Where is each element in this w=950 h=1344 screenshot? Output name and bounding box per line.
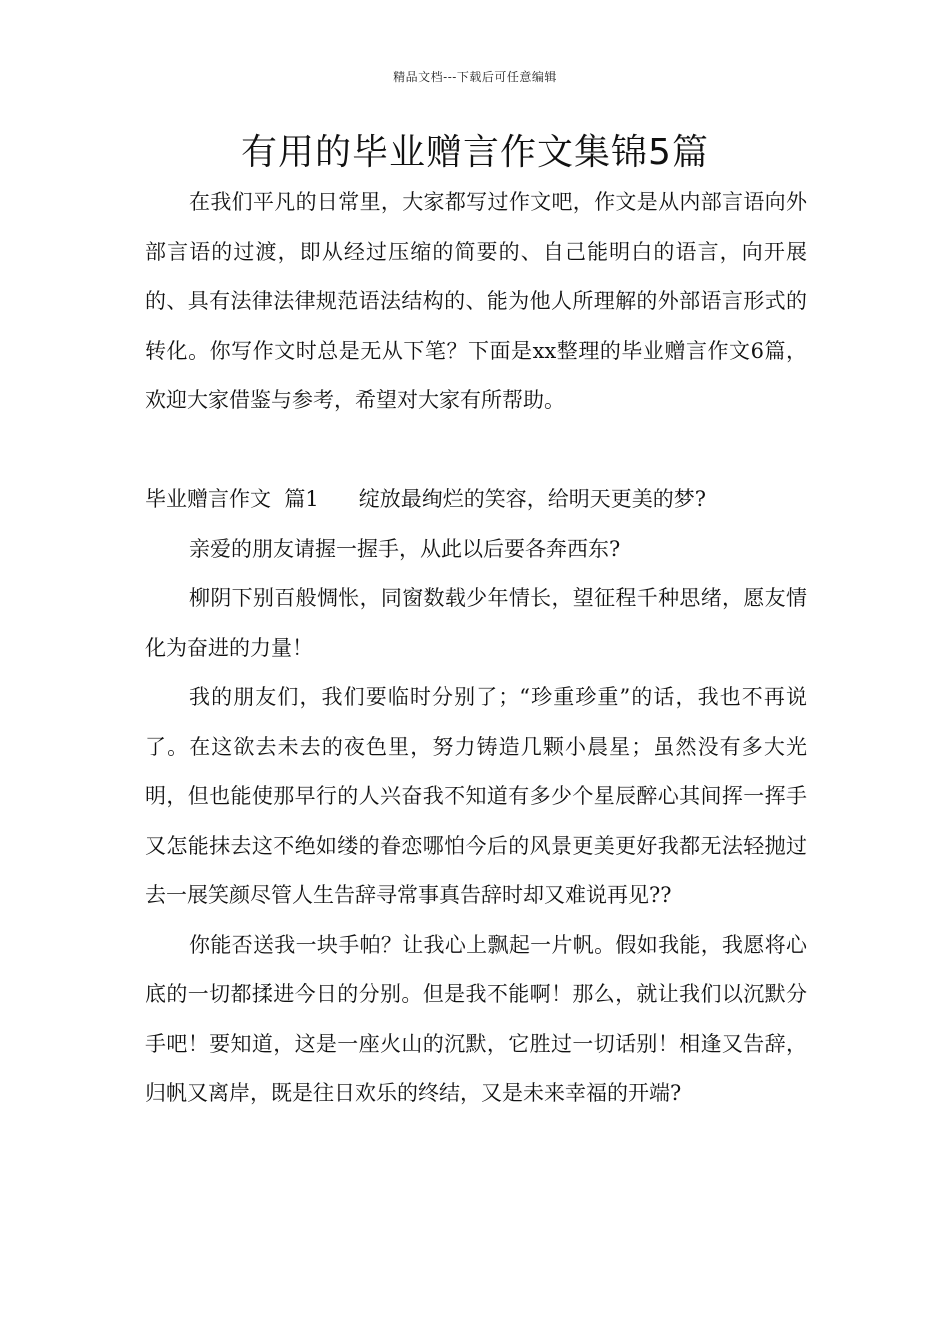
paragraph-spacer <box>145 426 807 476</box>
running-header: 精品文档---下载后可任意编辑 <box>393 70 557 84</box>
section-heading: 毕业赠言作文 篇1 绽放最绚烂的笑容，给明天更美的梦? <box>145 487 707 511</box>
body-paragraph: 我的朋友们，我们要临时分别了；“珍重珍重”的话，我也不再说了。在这欲去未去的夜色里，努力铸造几颗小晨星；虽然没有多大光明，但也能使那早行的人兴奋我不知道有多少个星辰醉心其间挥一挥手又怎能抹去这不绝如缕的眷恋哪怕今后的风景更美更好我都无法轻抛过去一展笑颜尽管人生告辞寻常事真告辞时却又难说再见?? <box>145 685 807 907</box>
body-paragraph: 柳阴下别百般惆怅，同窗数载少年情长，望征程千种思绪，愿友情化为奋进的力量！ <box>145 586 807 660</box>
body-paragraph: 亲爱的朋友请握一握手，从此以后要各奔西东? <box>189 536 621 561</box>
document-body <box>145 178 807 1119</box>
intro-paragraph: 在我们平凡的日常里，大家都写过作文吧，作文是从内部言语向外部言语的过渡，即从经过压缩的简要的、自己能明白的语言，向开展的、具有法律法律规范语法结构的、能为他人所理解的外部语言形式的转化。你写作文时总是无从下笔？下面是xx整理的毕业赠言作文6篇，欢迎大家借鉴与参考，希望对大家有所帮助。 <box>145 190 807 412</box>
body-paragraph: 你能否送我一块手帕？让我心上飘起一片帆。假如我能，我愿将心底的一切都揉进今日的分别。但是我不能啊！那么，就让我们以沉默分手吧！要知道，这是一座火山的沉默，它胜过一切话别！相逢又告辞，归帆又离岸，既是往日欢乐的终结，又是未来幸福的开端? <box>145 932 807 1105</box>
page-title: 有用的毕业赠言作文集锦5篇 <box>241 132 709 173</box>
